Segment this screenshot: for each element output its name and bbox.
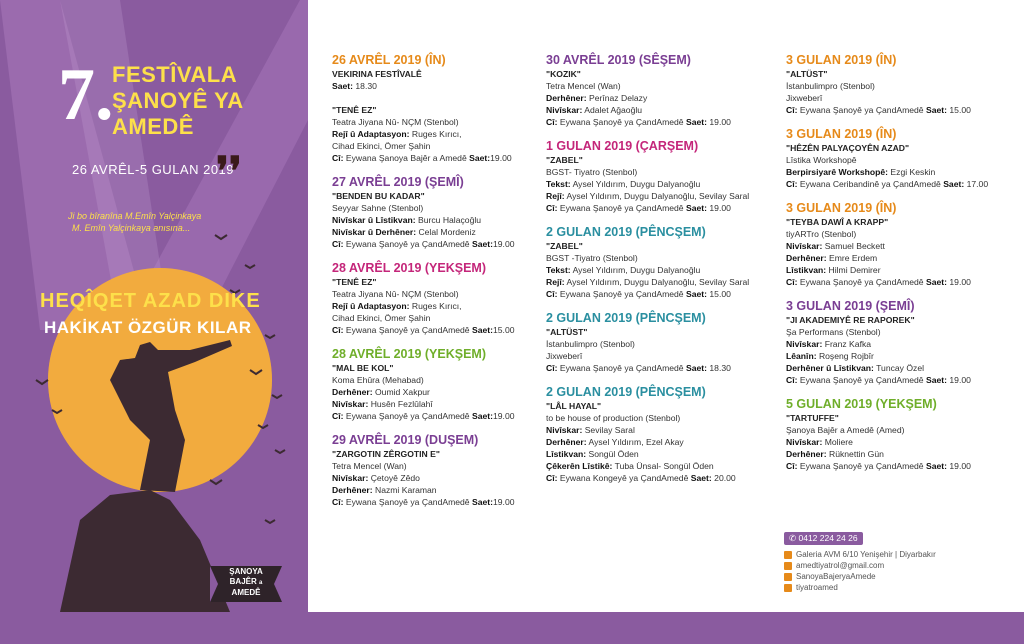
time-value: 19.00 bbox=[947, 375, 971, 385]
contact-text: tiyatroamed bbox=[796, 583, 838, 592]
schedule-event bbox=[546, 310, 776, 374]
event-detail bbox=[332, 398, 562, 410]
event-date: 1 GULAN 2019 (ÇARŞEM) bbox=[546, 139, 699, 153]
schedule-event bbox=[332, 52, 562, 164]
event-date: 28 AVRÊL 2019 (YEKŞEM) bbox=[332, 261, 486, 275]
detail-value: Jixweberî bbox=[546, 351, 583, 361]
event-date: 2 GULAN 2019 (PÊNCŞEM) bbox=[546, 225, 706, 239]
event-detail bbox=[546, 362, 776, 374]
event-detail bbox=[786, 350, 1016, 362]
event-detail bbox=[332, 472, 562, 484]
event-date: 27 AVRÊL 2019 (ŞEMÎ) bbox=[332, 175, 464, 189]
event-detail bbox=[332, 484, 562, 496]
event-detail bbox=[786, 326, 1016, 338]
event-title: "TENÊ EZ" bbox=[332, 277, 377, 287]
detail-value: Songül Öden bbox=[586, 449, 639, 459]
festival-title-line-2: ŞANOYÊ YA bbox=[112, 88, 244, 113]
slogan-turkish: HAKİKAT ÖZGÜR KILAR bbox=[44, 318, 252, 337]
detail-value: Jixweberî bbox=[786, 93, 823, 103]
event-date: 3 GULAN 2019 (ÎN) bbox=[786, 201, 897, 215]
schedule-column-2 bbox=[546, 52, 776, 494]
event-detail bbox=[546, 264, 776, 276]
event-date: 26 AVRÊL 2019 (ÎN) bbox=[332, 53, 446, 67]
bottom-band bbox=[0, 612, 1024, 644]
detail-label: Nivîskar: bbox=[786, 241, 823, 251]
detail-value: Eywana Şanoya Bajêr a Amedê bbox=[343, 153, 470, 163]
detail-label: Cî: bbox=[786, 375, 798, 385]
detail-value: Eywana Şanoyê ya ÇandAmedê bbox=[557, 203, 686, 213]
detail-value: Tuba Ünsal- Songül Öden bbox=[612, 461, 714, 471]
detail-value: Çetoyê Zêdo bbox=[368, 473, 420, 483]
detail-value: Ruges Kırıcı, bbox=[409, 129, 462, 139]
contact-row bbox=[784, 560, 1014, 571]
detail-value: Celal Mordeniz bbox=[416, 227, 476, 237]
event-detail bbox=[786, 166, 1016, 178]
event-detail bbox=[332, 80, 562, 92]
detail-value: to be house of production (Stenbol) bbox=[546, 413, 681, 423]
slogan-kurdish: HEQÎQET AZAD DIKE bbox=[40, 290, 261, 312]
event-detail bbox=[546, 276, 776, 288]
detail-value: Seyyar Sahne (Stenbol) bbox=[332, 203, 424, 213]
detail-label: Çêkerên Lîstikê: bbox=[546, 461, 613, 471]
detail-value: Moliere bbox=[822, 437, 853, 447]
detail-label: Cî: bbox=[546, 473, 558, 483]
detail-value: tiyARTro (Stenbol) bbox=[786, 229, 857, 239]
time-label: Saet: bbox=[471, 497, 493, 507]
event-detail bbox=[546, 116, 776, 128]
event-detail bbox=[546, 412, 776, 424]
schedule-event bbox=[546, 384, 776, 484]
time-label: Saet: bbox=[685, 289, 707, 299]
detail-label: Lêanîn: bbox=[786, 351, 817, 361]
detail-label: Nivîskar û Lîstikvan: bbox=[332, 215, 416, 225]
event-title: "ZABEL" bbox=[546, 155, 583, 165]
event-detail bbox=[786, 252, 1016, 264]
detail-label: Nivîskar: bbox=[546, 425, 583, 435]
event-detail bbox=[786, 338, 1016, 350]
time-label: Saet: bbox=[685, 117, 707, 127]
schedule-event bbox=[786, 298, 1016, 386]
event-detail bbox=[332, 226, 562, 238]
event-title: "ALTÜST" bbox=[546, 327, 588, 337]
festival-title bbox=[112, 62, 302, 140]
event-title: "TENÊ EZ" bbox=[332, 105, 377, 115]
time-value: 19.00 bbox=[707, 117, 731, 127]
contact-text: SanoyaBajeryaAmede bbox=[796, 572, 876, 581]
detail-label: Saet: bbox=[332, 81, 354, 91]
detail-label: Derhêner: bbox=[332, 485, 373, 495]
schedule-column-1 bbox=[332, 52, 562, 518]
detail-value: Şa Performans (Stenbol) bbox=[786, 327, 881, 337]
detail-value: Teatra Jiyana Nû- NÇM (Stenbol) bbox=[332, 117, 459, 127]
detail-value: Hilmi Demirer bbox=[826, 265, 881, 275]
location-icon bbox=[784, 551, 792, 559]
theatre-logo bbox=[210, 566, 282, 602]
detail-value: Franz Kafka bbox=[822, 339, 872, 349]
schedule-event bbox=[332, 346, 562, 422]
logo-line-2-text: BAJÊR bbox=[229, 577, 257, 586]
detail-value: Ruges Kırıcı, bbox=[409, 301, 462, 311]
detail-label: Rejî û Adaptasyon: bbox=[332, 129, 410, 139]
event-detail bbox=[546, 472, 776, 484]
detail-label: Tekst: bbox=[546, 179, 571, 189]
event-title: VEKIRINA FESTÎVALÊ bbox=[332, 69, 422, 79]
detail-value: Roşeng Rojbîr bbox=[816, 351, 874, 361]
event-title: "TEYBA DAWÎ A KRAPP" bbox=[786, 217, 889, 227]
detail-value: Teatra Jiyana Nû- NÇM (Stenbol) bbox=[332, 289, 459, 299]
event-date: 3 GULAN 2019 (ŞEMÎ) bbox=[786, 299, 915, 313]
event-detail bbox=[546, 338, 776, 350]
event-detail bbox=[546, 178, 776, 190]
schedule-event bbox=[786, 200, 1016, 288]
event-title: "BENDEN BU KADAR" bbox=[332, 191, 425, 201]
contact-block bbox=[784, 528, 1014, 593]
time-value: 20.00 bbox=[711, 473, 736, 483]
contact-text: amedtiyatrol@gmail.com bbox=[796, 561, 885, 570]
detail-value: BGST -Tiyatro (Stenbol) bbox=[546, 253, 638, 263]
detail-label: Cî: bbox=[332, 153, 344, 163]
detail-value: Aysel Yıldırım, Duygu Dalyanoğlu, Sevilay Saral bbox=[564, 277, 750, 287]
detail-label: Nivîskar: bbox=[786, 339, 823, 349]
time-label: Saet: bbox=[471, 325, 493, 335]
detail-label: Derhêner: bbox=[546, 437, 587, 447]
event-detail bbox=[332, 238, 562, 250]
detail-value: Aysel Yıldırım, Duygu Dalyanoğlu bbox=[570, 265, 701, 275]
event-detail bbox=[546, 92, 776, 104]
event-detail bbox=[786, 104, 1016, 116]
detail-value: Eywana Şanoyê ya ÇandAmedê bbox=[557, 363, 686, 373]
contact-row bbox=[784, 582, 1014, 593]
detail-label: Cî: bbox=[546, 203, 558, 213]
time-label: Saet: bbox=[943, 179, 965, 189]
schedule-event bbox=[332, 432, 562, 508]
event-title: "ZARGOTIN ZÊRGOTIN E" bbox=[332, 449, 440, 459]
detail-value: Ezgi Keskin bbox=[888, 167, 936, 177]
contact-row bbox=[784, 571, 1014, 582]
schedule-event bbox=[786, 126, 1016, 190]
event-detail bbox=[332, 202, 562, 214]
event-detail bbox=[786, 228, 1016, 240]
time-value: 19.00 bbox=[490, 153, 512, 163]
detail-value: Eywana Şanoyê ya ÇandAmedê bbox=[557, 117, 686, 127]
detail-value: Burcu Halaçoğlu bbox=[415, 215, 482, 225]
detail-label: Cî: bbox=[546, 117, 558, 127]
time-label: Saet: bbox=[925, 105, 947, 115]
detail-value: Aysel Yıldırım, Duygu Dalyanoğlu bbox=[570, 179, 701, 189]
detail-value: Eywana Kongeyê ya ÇandAmedê bbox=[557, 473, 691, 483]
detail-value: Eywana Şanoyê ya ÇandAmedê bbox=[557, 289, 686, 299]
event-detail bbox=[546, 424, 776, 436]
event-detail bbox=[546, 460, 776, 472]
festival-dates: 26 AVRÊL-5 GULAN 2019 bbox=[72, 162, 235, 177]
event-detail bbox=[786, 460, 1016, 472]
detail-value: Koma Ehûra (Mehabad) bbox=[332, 375, 424, 385]
schedule-column-3 bbox=[786, 52, 1016, 482]
contact-text: Galeria AVM 6/10 Yenişehir | Diyarbakır bbox=[796, 550, 936, 559]
event-detail bbox=[786, 264, 1016, 276]
detail-value: Eywana Şanoyê ya ÇandAmedê bbox=[797, 375, 926, 385]
detail-label: Derhêner: bbox=[786, 449, 827, 459]
phone-text: 0412 224 24 26 bbox=[798, 533, 858, 543]
contact-rows bbox=[784, 549, 1014, 593]
event-detail bbox=[546, 288, 776, 300]
detail-value: Nazmi Karaman bbox=[372, 485, 437, 495]
detail-label: Nivîskar: bbox=[786, 437, 823, 447]
detail-label: Lîstikvan: bbox=[546, 449, 587, 459]
detail-label: Cî: bbox=[332, 239, 344, 249]
event-detail bbox=[332, 152, 562, 164]
detail-label: Nivîskar: bbox=[546, 105, 583, 115]
event-detail bbox=[786, 448, 1016, 460]
detail-label: Nivîskar û Derhêner: bbox=[332, 227, 417, 237]
time-value: 15.00 bbox=[707, 289, 731, 299]
time-value: 19.00 bbox=[947, 277, 971, 287]
time-label: Saet: bbox=[685, 363, 707, 373]
detail-label: Rejî û Adaptasyon: bbox=[332, 301, 410, 311]
event-detail bbox=[332, 374, 562, 386]
event-detail bbox=[332, 140, 562, 152]
event-detail bbox=[332, 128, 562, 140]
event-date: 2 GULAN 2019 (PÊNCŞEM) bbox=[546, 311, 706, 325]
detail-value: Eywana Şanoyê ya ÇandAmedê bbox=[343, 325, 472, 335]
mail-icon bbox=[784, 562, 792, 570]
detail-label: Cî: bbox=[786, 179, 798, 189]
detail-label: Cî: bbox=[786, 277, 798, 287]
event-detail bbox=[786, 436, 1016, 448]
time-label: Saet: bbox=[925, 277, 947, 287]
detail-value: Emre Erdem bbox=[826, 253, 878, 263]
detail-value: Rüknettin Gün bbox=[826, 449, 884, 459]
detail-value: Eywana Ceribandinê ya ÇandAmedê bbox=[797, 179, 944, 189]
detail-label: Cî: bbox=[546, 289, 558, 299]
event-detail bbox=[332, 410, 562, 422]
detail-label: Derhêner û Lîstikvan: bbox=[786, 363, 874, 373]
detail-value: Cihad Ekinci, Ömer Şahin bbox=[332, 141, 431, 151]
logo-line-3: AMEDÊ bbox=[231, 588, 261, 597]
event-title: "TARTUFFE" bbox=[786, 413, 839, 423]
detail-label: Tekst: bbox=[546, 265, 571, 275]
detail-label: Cî: bbox=[332, 325, 344, 335]
logo-line-1: ŞANOYA bbox=[229, 567, 263, 576]
time-label: Saet: bbox=[685, 203, 707, 213]
detail-label: Cî: bbox=[786, 105, 798, 115]
time-value: 17.00 bbox=[964, 179, 989, 189]
time-label: Saet: bbox=[925, 375, 947, 385]
event-detail bbox=[332, 288, 562, 300]
event-date: 30 AVRÊL 2019 (SÊŞEM) bbox=[546, 53, 691, 67]
event-detail bbox=[332, 386, 562, 398]
time-value: 18.30 bbox=[707, 363, 731, 373]
detail-label: Derhêner: bbox=[332, 387, 373, 397]
detail-value: İstanbulimpro (Stenbol) bbox=[546, 339, 635, 349]
detail-value: Samuel Beckett bbox=[822, 241, 885, 251]
time-label: Saet: bbox=[471, 411, 493, 421]
event-detail bbox=[332, 214, 562, 226]
detail-value: Sevilay Saral bbox=[582, 425, 635, 435]
event-date: 3 GULAN 2019 (ÎN) bbox=[786, 127, 897, 141]
event-detail bbox=[546, 448, 776, 460]
dedication-kurdish: Ji bo bîranîna M.Emîn Yalçinkaya bbox=[68, 211, 202, 221]
quote-mark-icon: ❜❜ bbox=[216, 149, 242, 194]
event-detail bbox=[546, 202, 776, 214]
detail-value: İstanbulimpro (Stenbol) bbox=[786, 81, 875, 91]
event-detail bbox=[786, 276, 1016, 288]
time-label: Saet: bbox=[469, 153, 491, 163]
event-detail bbox=[546, 166, 776, 178]
twitter-icon bbox=[784, 584, 792, 592]
event-date: 29 AVRÊL 2019 (DUŞEM) bbox=[332, 433, 479, 447]
cliff-rock bbox=[60, 490, 230, 612]
event-detail bbox=[786, 80, 1016, 92]
event-date: 28 AVRÊL 2019 (YEKŞEM) bbox=[332, 347, 486, 361]
detail-label: Nivîskar: bbox=[332, 473, 369, 483]
detail-value: Eywana Şanoyê ya ÇandAmedê bbox=[343, 497, 472, 507]
detail-label: Cî: bbox=[546, 363, 558, 373]
dedication-turkish: M. Emîn Yalçinkaya anısına... bbox=[72, 223, 191, 233]
time-value: 19.00 bbox=[493, 497, 515, 507]
detail-label: Rejî: bbox=[546, 191, 565, 201]
detail-label: Cî: bbox=[332, 411, 344, 421]
detail-value: Şanoya Bajêr a Amedê (Amed) bbox=[786, 425, 905, 435]
detail-label: Cî: bbox=[332, 497, 344, 507]
time-value: 15.00 bbox=[493, 325, 515, 335]
detail-label: Rejî: bbox=[546, 277, 565, 287]
time-label: Saet: bbox=[690, 473, 712, 483]
event-detail bbox=[786, 154, 1016, 166]
detail-value: Eywana Şanoyê ya ÇandAmedê bbox=[797, 277, 926, 287]
detail-label: Berpirsiyarê Workshopê: bbox=[786, 167, 889, 177]
schedule-event bbox=[546, 138, 776, 214]
event-detail bbox=[786, 374, 1016, 386]
detail-label: Derhêner: bbox=[786, 253, 827, 263]
detail-value: Eywana Şanoyê ya ÇandAmedê bbox=[343, 239, 472, 249]
event-date: 5 GULAN 2019 (YEKŞEM) bbox=[786, 397, 937, 411]
detail-value: Tuncay Özel bbox=[873, 363, 925, 373]
time-value: 19.00 bbox=[493, 411, 515, 421]
time-label: Saet: bbox=[471, 239, 493, 249]
event-date: 2 GULAN 2019 (PÊNCŞEM) bbox=[546, 385, 706, 399]
schedule-event bbox=[546, 52, 776, 128]
detail-value: Eywana Şanoyê ya ÇandAmedê bbox=[797, 105, 926, 115]
event-date: 3 GULAN 2019 (ÎN) bbox=[786, 53, 897, 67]
event-detail bbox=[332, 116, 562, 128]
event-detail bbox=[546, 80, 776, 92]
time-value: 19.00 bbox=[493, 239, 515, 249]
event-detail bbox=[786, 240, 1016, 252]
detail-value: Husên Fezlûlahî bbox=[368, 399, 433, 409]
detail-value: Aysel Yıldırım, Duygu Dalyanoğlu, Sevilay Saral bbox=[564, 191, 750, 201]
event-title: "JI AKADEMIYÊ RE RAPOREK" bbox=[786, 315, 915, 325]
schedule-event bbox=[332, 260, 562, 336]
schedule-event bbox=[786, 396, 1016, 472]
time-value: 19.00 bbox=[707, 203, 731, 213]
event-detail bbox=[546, 190, 776, 202]
phone-number: ✆ 0412 224 24 26 bbox=[784, 532, 863, 545]
event-title: "HÊZÊN PALYAÇOYÊN AZAD" bbox=[786, 143, 910, 153]
event-detail bbox=[786, 424, 1016, 436]
event-detail bbox=[786, 92, 1016, 104]
logo-line-2 bbox=[220, 577, 272, 588]
event-detail bbox=[332, 496, 562, 508]
festival-number: 7. bbox=[58, 54, 114, 136]
event-title: "LÂL HAYAL" bbox=[546, 401, 602, 411]
schedule-event bbox=[332, 174, 562, 250]
detail-value: Aysel Yıldırım, Ezel Akay bbox=[586, 437, 684, 447]
event-detail bbox=[546, 436, 776, 448]
detail-value: Cihad Ekinci, Ömer Şahin bbox=[332, 313, 431, 323]
detail-value: BGST- Tiyatro (Stenbol) bbox=[546, 167, 638, 177]
detail-value: Lîstika Workshopê bbox=[786, 155, 857, 165]
event-detail bbox=[332, 324, 562, 336]
schedule-event bbox=[786, 52, 1016, 116]
detail-value: Eywana Şanoyê ya ÇandAmedê bbox=[797, 461, 926, 471]
event-detail bbox=[786, 362, 1016, 374]
detail-value: Perînaz Delazy bbox=[586, 93, 648, 103]
time-value: 19.00 bbox=[947, 461, 971, 471]
poster-art-panel bbox=[0, 0, 308, 612]
detail-label: Cî: bbox=[786, 461, 798, 471]
event-detail bbox=[546, 104, 776, 116]
event-detail bbox=[786, 178, 1016, 190]
event-spacer bbox=[332, 92, 562, 104]
event-title: "ALTÜST" bbox=[786, 69, 828, 79]
contact-row bbox=[784, 549, 1014, 560]
time-label: Saet: bbox=[925, 461, 947, 471]
logo-amp: a bbox=[259, 580, 263, 586]
event-title: "KOZIK" bbox=[546, 69, 581, 79]
festival-title-line-1: FESTÎVALA bbox=[112, 62, 238, 87]
time-value: 15.00 bbox=[947, 105, 971, 115]
event-detail bbox=[546, 350, 776, 362]
detail-value: Adalet Ağaoğlu bbox=[582, 105, 643, 115]
event-detail bbox=[332, 312, 562, 324]
detail-value: Eywana Şanoyê ya ÇandAmedê bbox=[343, 411, 472, 421]
event-detail bbox=[332, 300, 562, 312]
event-title: "MAL BE KOL" bbox=[332, 363, 394, 373]
facebook-icon bbox=[784, 573, 792, 581]
festival-title-line-3: AMEDÊ bbox=[112, 114, 194, 139]
detail-label: Derhêner: bbox=[546, 93, 587, 103]
detail-label: Lîstikvan: bbox=[786, 265, 827, 275]
detail-value: 18.30 bbox=[353, 81, 377, 91]
detail-value: Tetra Mencel (Wan) bbox=[332, 461, 407, 471]
event-detail bbox=[332, 460, 562, 472]
detail-label: Nivîskar: bbox=[332, 399, 369, 409]
detail-value: Tetra Mencel (Wan) bbox=[546, 81, 621, 91]
schedule-event bbox=[546, 224, 776, 300]
event-title: "ZABEL" bbox=[546, 241, 583, 251]
detail-value: Oumid Xakpur bbox=[372, 387, 430, 397]
event-detail bbox=[546, 252, 776, 264]
